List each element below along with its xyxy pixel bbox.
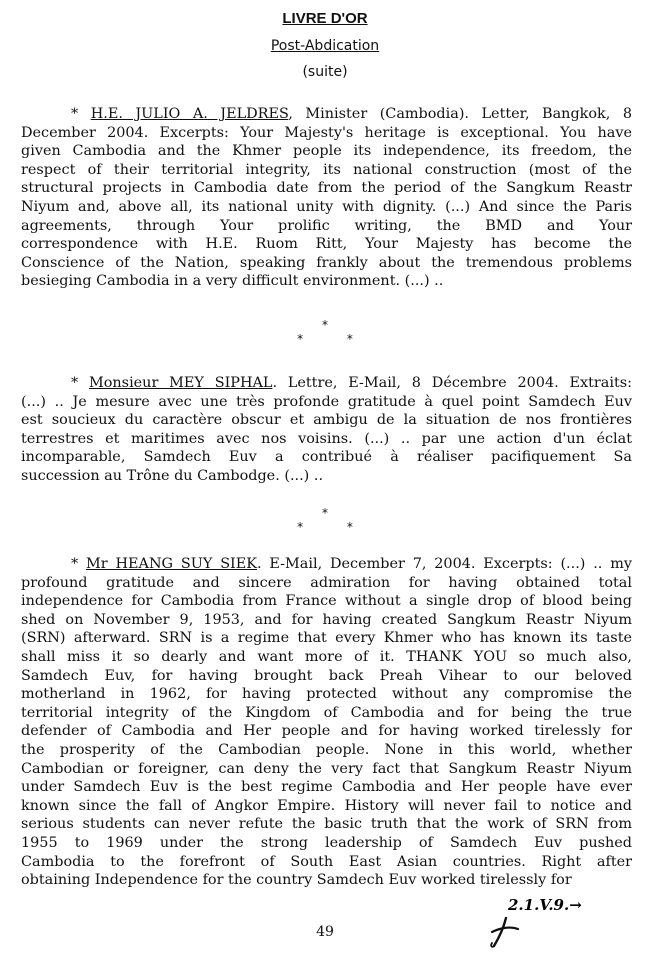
text-line: incomparable, Samdech Euv a contribué à réaliser pacifiquement Sa xyxy=(21,449,632,466)
text-line: Cambodian or foreigner, can deny the very fact that Sangkum Reastr Niyum xyxy=(21,760,632,777)
text-line: under Samdech Euv is the best regime Cambodia and Her people have ever xyxy=(21,779,632,796)
text-line: terrestres et maritimes avec nos voisins. (...) .. par une action d'un éclat xyxy=(21,430,632,447)
handwritten-note: 2.1.V.9.→ xyxy=(508,896,582,914)
text-line: respect of their territorial integrity, its national construction (most of the xyxy=(21,161,632,178)
text-line: territorial integrity of the Kingdom of Cambodia and for being the true xyxy=(21,704,632,721)
separator-bottom: * * xyxy=(297,520,373,534)
text-line: besieging Cambodia in a very difficult environment. (...) .. xyxy=(21,273,444,290)
handwritten-signature xyxy=(484,888,624,950)
text-line: known since the fall of Angkor Empire. History will never fail to notice and xyxy=(21,797,632,814)
text-line: 1955 to 1969 under the strong leadership of Samdech Euv pushed xyxy=(21,834,632,851)
text-line xyxy=(21,555,632,574)
text-line: agreements, through Your prolific writing, the BMD and Your xyxy=(21,217,632,234)
text-line: given Cambodia and the Khmer people its independence, its freedom, the xyxy=(21,143,632,160)
bullet-star: * xyxy=(71,106,91,122)
text-line: obtaining Independence for the country Samdech Euv worked tirelessly for xyxy=(21,872,572,889)
page-subtitle: Post-Abdication xyxy=(270,38,380,54)
text-line: (...) .. Je mesure avec une très profonde gratitude à quel point Samdech Euv xyxy=(21,393,632,410)
text-line-content: , Minister (Cambodia). Letter, Bangkok, 8 xyxy=(288,106,632,122)
signature-icon xyxy=(484,888,624,950)
separator-top: * xyxy=(322,318,328,332)
text-line-content: . Lettre, E-Mail, 8 Décembre 2004. Extraits: xyxy=(272,375,632,391)
text-line: December 2004. Excerpts: Your Majesty's heritage is exceptional. You have xyxy=(21,124,632,141)
author-name: Mr HEANG SUY SIEK xyxy=(86,556,257,572)
text-line-content: . E-Mail, December 7, 2004. Excerpts: (...) .. my xyxy=(257,556,632,572)
bullet-star: * xyxy=(71,556,87,572)
continued-label: (suite) xyxy=(302,64,348,80)
text-line: profound gratitude and sincere admiration for having obtained total xyxy=(21,574,632,591)
page-title: LIVRE D'OR xyxy=(282,10,368,27)
text-line: correspondence with H.E. Ruom Ritt, Your Majesty has become the xyxy=(21,236,632,253)
text-line: the prosperity of the Cambodian people. None in this world, whether xyxy=(21,741,632,758)
author-name: H.E. JULIO A. JELDRES xyxy=(90,106,289,122)
text-line: succession au Trône du Cambodge. (...) .. xyxy=(21,467,324,484)
text-line: motherland in 1962, for having protected without any compromise the xyxy=(21,686,632,703)
text-line: Niyum and, above all, its national unity with dignity. (...) And since the Paris xyxy=(21,198,632,215)
text-line: serious students can never refute the basic truth that the work of SRN from xyxy=(21,816,632,833)
separator xyxy=(0,318,650,346)
text-line: Samdech Euv, for having brought back Preah Vihear to our beloved xyxy=(21,667,632,684)
text-line: shed on November 9, 1953, and for having created Sangkum Reastr Niyum xyxy=(21,611,632,628)
entry-heang-suy-siek xyxy=(21,555,632,890)
separator-top: * xyxy=(322,506,328,520)
author-name: Monsieur MEY SIPHAL xyxy=(89,375,273,391)
text-line: independence for Cambodia from France without a single drop of blood being xyxy=(21,593,632,610)
page-number: 49 xyxy=(316,924,334,940)
text-line: Cambodia to the forefront of South East Asian countries. Right after xyxy=(21,853,632,870)
text-line xyxy=(21,374,632,393)
entry-mey-siphal xyxy=(21,374,632,486)
separator xyxy=(0,506,650,534)
bullet-star: * xyxy=(71,375,90,391)
entry-jeldres xyxy=(21,105,632,291)
separator-bottom: * * xyxy=(297,332,373,346)
text-line: Conscience of the Nation, speaking frankly about the tremendous problems xyxy=(21,254,632,271)
text-line: defender of Cambodia and Her people and for having worked tirelessly for xyxy=(21,723,632,740)
text-line xyxy=(21,105,632,124)
text-line: est soucieux du caractère obscur et ambigu de la situation de nos frontières xyxy=(21,412,632,429)
text-line: structural projects in Cambodia date from the period of the Sangkum Reastr xyxy=(21,180,632,197)
text-line: shall miss it so dearly and want more of it. THANK YOU so much also, xyxy=(21,648,632,665)
text-line: (SRN) afterward. SRN is a regime that every Khmer who has known its taste xyxy=(21,630,632,647)
